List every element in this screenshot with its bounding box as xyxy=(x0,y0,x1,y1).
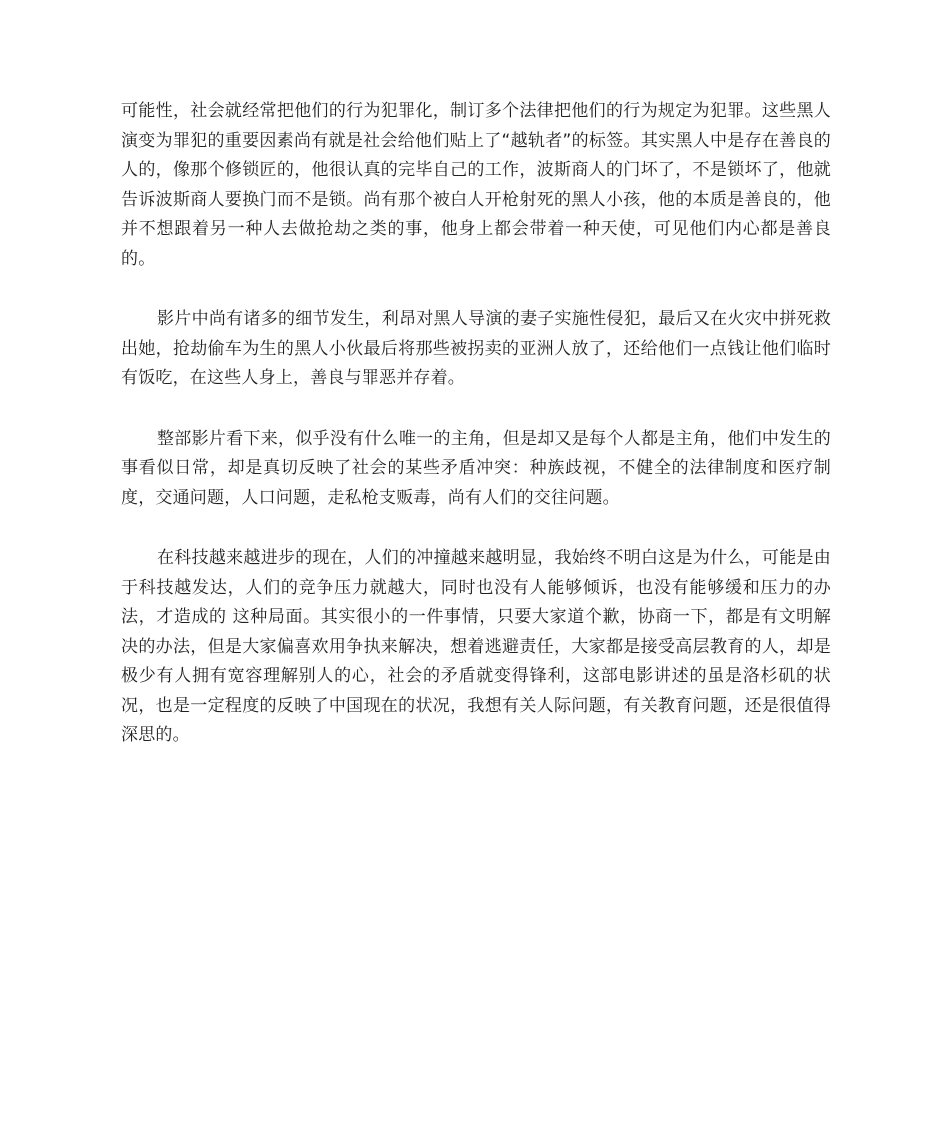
paragraph-3: 整部影片看下来，似乎没有什么唯一的主角，但是却又是每个人都是主角，他们中发生的事看似日常，却是真切反映了社会的某些矛盾冲突：种族歧视，不健全的法律制度和医疗制度，交通问题，人口问题，走私枪支贩毒，尚有人们的交往问题。 xyxy=(121,428,831,508)
paragraph-2: 影片中尚有诸多的细节发生，利昂对黑人导演的妻子实施性侵犯，最后又在火灾中拼死救出她，抢劫偷车为生的黑人小伙最后将那些被拐卖的亚洲人放了，还给他们一点钱让他们临时有饭吃，在这些人身上，善良与罪恶并存着。 xyxy=(121,309,831,388)
paragraph-4: 在科技越来越进步的现在，人们的冲撞越来越明显，我始终不明白这是为什么，可能是由于科技越发达，人们的竞争压力就越大，同时也没有人能够倾诉，也没有能够缓和压力的办法，才造成的 这种局面。其实很小的一件事情，只要大家道个歉，协商一下，都是有文明解决的办法，但是大家偏喜欢用争执来解决，想着逃避责任，大家都是接受高层教育的人，却是极少有人拥有宽容理解别人的心，社会的矛盾就变得锋利，这部电影讲述的虽是洛杉矶的状况，也是一定程度的反映了中国现在的状况，我想有关人际问题，有关教育问题，还是很值得深思的。 xyxy=(121,548,831,745)
paragraph-1: 可能性，社会就经常把他们的行为犯罪化，制订多个法律把他们的行为规定为犯罪。这些黑人演变为罪犯的重要因素尚有就是社会给他们贴上了“越轨者”的标签。其实黑人中是存在善良的人的，像那个修锁匠的，他很认真的完毕自己的工作，波斯商人的门坏了，不是锁坏了，他就告诉波斯商人要换门而不是锁。尚有那个被白人开枪射死的黑人小孩，他的本质是善良的，他并不想跟着另一种人去做抢劫之类的事，他身上都会带着一种天使，可见他们内心都是善良的。 xyxy=(121,101,831,269)
document-body xyxy=(121,97,831,782)
